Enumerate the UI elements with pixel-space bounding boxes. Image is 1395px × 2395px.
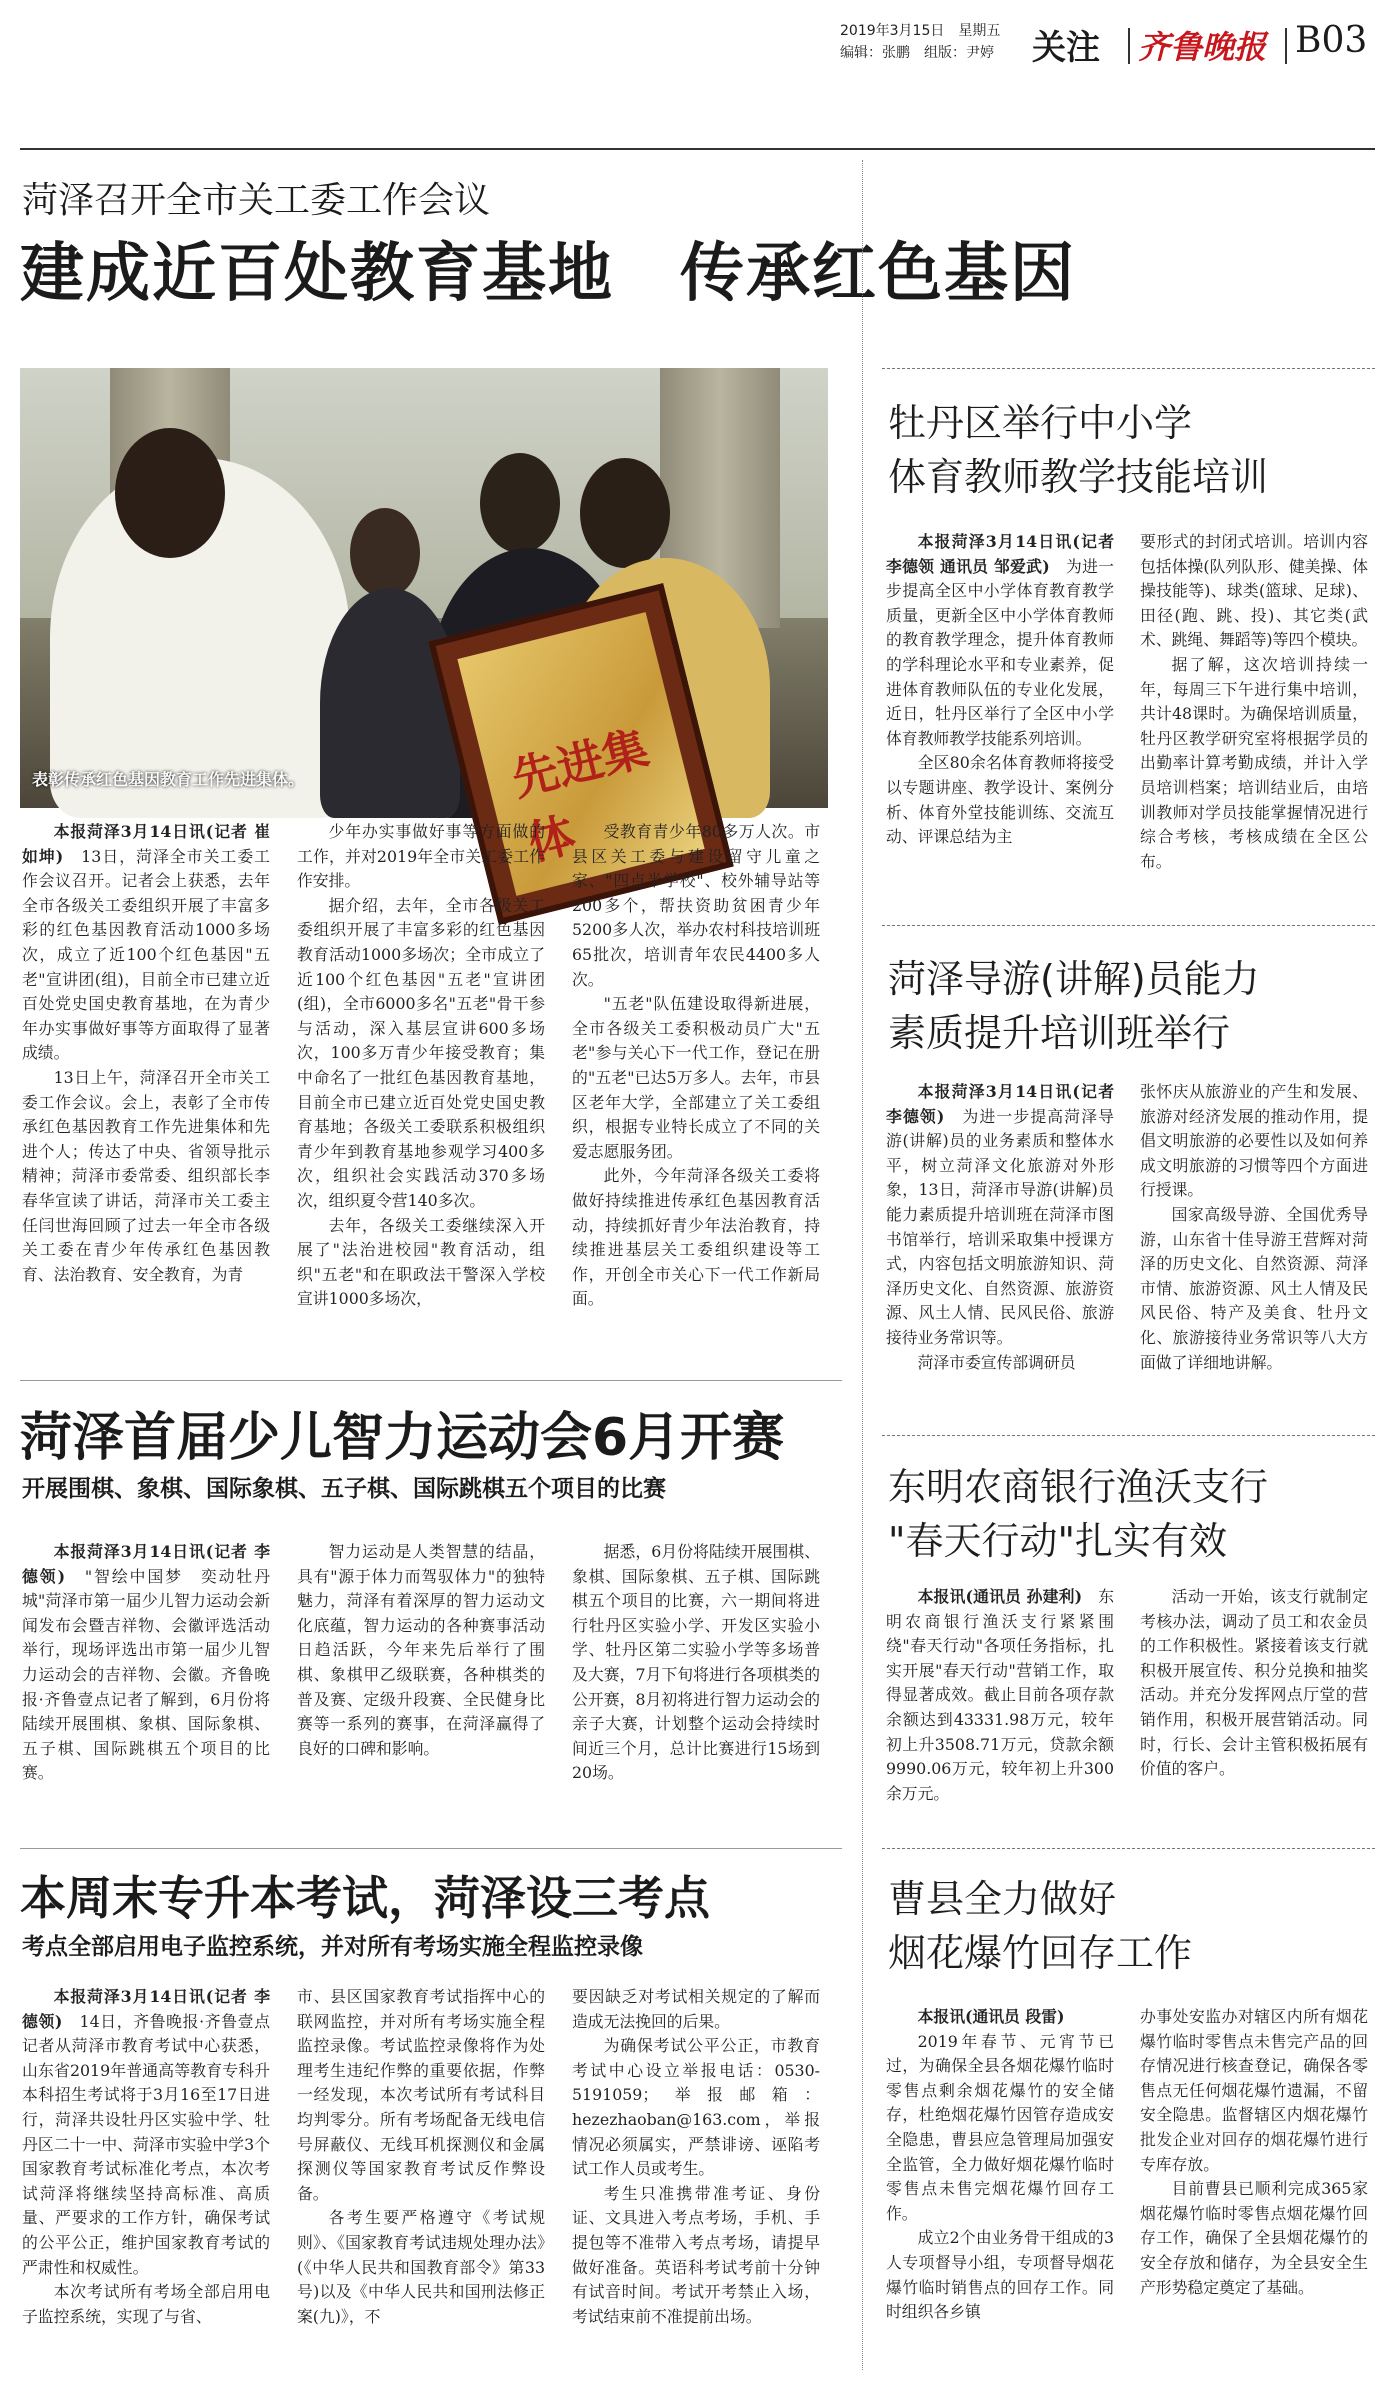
section-rule xyxy=(882,1848,1375,1849)
paragraph xyxy=(886,2226,1114,2324)
paragraph xyxy=(886,751,1114,849)
paragraph-text: 目前曹县已顺利完成365家烟花爆竹临时零售点烟花爆竹回存工作，确保了全县烟花爆竹的安全存放和储存，为全县安全生产形势稳定奠定了基础。 xyxy=(1140,2179,1368,2297)
newspaper-logo: 齐鲁晚报 xyxy=(1138,28,1267,66)
right2-title: 菏泽导游(讲解)员能力 素质提升培训班举行 xyxy=(888,957,1260,1055)
paragraph xyxy=(1140,1203,1368,1375)
mid-subheadline: 开展围棋、象棋、国际象棋、五子棋、国际跳棋五个项目的比赛 xyxy=(22,1476,666,1502)
paragraph xyxy=(1140,2005,1368,2177)
paragraph-text: 全区80余名体育教师将接受以专题讲座、教学设计、案例分析、体育外堂技能训练、交流互动、评课总结为主 xyxy=(886,753,1114,847)
paragraph xyxy=(297,1985,545,2206)
paragraph xyxy=(886,1585,1114,1806)
paragraph xyxy=(572,1985,820,2034)
paragraph xyxy=(572,820,820,992)
paragraph xyxy=(1140,653,1368,874)
right3-col-1 xyxy=(886,1585,1114,1806)
mid-col-2 xyxy=(297,1540,545,1761)
paragraph xyxy=(572,2034,820,2182)
paragraph-text: 菏泽市委宣传部调研员 xyxy=(917,1352,1076,1372)
bottom-headline: 本周末专升本考试，菏泽设三考点 xyxy=(20,1871,710,1925)
lead-col-3 xyxy=(572,820,820,1312)
paragraph xyxy=(297,894,545,1214)
section-rule xyxy=(882,1435,1375,1436)
dateline: 本报菏泽3月14日讯(记者 李德领) xyxy=(22,1987,270,2031)
section-rule xyxy=(882,368,1375,369)
paragraph-text: 少年办实事做好事等方面做的工作，并对2019年全市关工委工作作安排。 xyxy=(297,822,545,891)
paragraph xyxy=(297,1214,545,1312)
paragraph-text: 本次考试所有考场全部启用电子监控系统，实现了与省、 xyxy=(22,2282,270,2326)
header-divider-2 xyxy=(1285,28,1287,64)
paragraph-text: 14日，齐鲁晚报·齐鲁壹点记者从菏泽市教育考试中心获悉，山东省2019年普通高等教育专科升本科招生考试将于3月16至17日进行，菏泽共设牡丹区实验中学、牡丹区二十一中、菏泽市实验中学3个国家教育考试标准化考点，本次考试菏泽将继续坚持高标准、高质量、严要求的工作方针，确保考试的公平公正，维护国家教育考试的严肃性和权威性。 xyxy=(22,2011,270,2277)
paragraph xyxy=(886,2005,1114,2030)
bottom-col-1 xyxy=(22,1985,270,2329)
paragraph-text: 要形式的封闭式培训。培训内容包括体操(队列队形、健美操、体操技能等)、球类(篮球、足球)、田径(跑、跳、投)、其它类(武术、跳绳、舞蹈等)等四个模块。 xyxy=(1140,532,1368,650)
dateline: 本报讯(通讯员 孙建利) xyxy=(917,1587,1083,1606)
paragraph-text: 2019年春节、元宵节已过，为确保全县各烟花爆竹临时零售点剩余烟花爆竹的安全储存，杜绝烟花爆竹因管存造成安全隐患，曹县应急管理局加强安全监管，全力做好烟花爆竹临时零售点未售完烟花爆竹回存工作。 xyxy=(886,2031,1114,2223)
lead-kicker: 菏泽召开全市关工委工作会议 xyxy=(22,180,491,221)
issue-date: 2019年3月15日 星期五 xyxy=(840,23,1001,39)
paragraph-text: 各考生要严格遵守《考试规则》、《国家教育考试违规处理办法》(《中华人民共和国教育部令》第33号)以及《中华人民共和国刑法修正案(九)》，不 xyxy=(297,2208,545,2326)
paragraph-text: 据了解，这次培训持续一年，每周三下午进行集中培训，共计48课时。为确保培训质量，牡丹区教学研究室将根据学员的出勤率计算考勤成绩，并计入学员培训档案；培训结业后，由培训教师对学员技能掌握情况进行综合考核，考核成绩在全区公布。 xyxy=(1140,654,1368,871)
paragraph-text: 此外，今年菏泽各级关工委将做好持续推进传承红色基因教育活动，持续抓好青少年法治教育，持续推进基层关工委组织建设等工作，开创全市关心下一代工作新局面。 xyxy=(572,1166,820,1309)
mid-col-3 xyxy=(572,1540,820,1786)
bottom-subheadline: 考点全部启用电子监控系统，并对所有考场实施全程监控录像 xyxy=(22,1934,643,1960)
right1-col-1 xyxy=(886,530,1114,850)
lead-col-2 xyxy=(297,820,545,1312)
mid-headline: 菏泽首届少儿智力运动会6月开赛 xyxy=(20,1408,785,1468)
bottom-col-2 xyxy=(297,1985,545,2329)
paragraph-text: 为确保考试公平公正，市教育考试中心设立举报电话：0530-5191059；举报邮箱：hezezhaoban@163.com，举报情况必须属实，严禁诽谤、诬陷考试工作人员或考生。 xyxy=(572,2036,820,2179)
dateline: 本报菏泽3月14日讯(记者 崔如坤) xyxy=(22,822,270,866)
paragraph-text: 成立2个由业务骨干组成的3人专项督导小组，专项督导烟花爆竹临时销售点的回存工作。同时组织各乡镇 xyxy=(886,2228,1114,2322)
paragraph-text: 13日，菏泽全市关工委工作会议召开。记者会上获悉，去年全市各级关工委组织开展了丰富多彩的红色基因教育活动1000多场次，成立了近100个红色基因"五老"宣讲团(组)，目前全市已建立近百处党史国史教育基地，在为青少年办实事做好事等方面取得了显著成绩。 xyxy=(22,846,270,1063)
right2-col-1 xyxy=(886,1080,1114,1375)
paragraph xyxy=(572,1540,820,1786)
right1-title: 牡丹区举行中小学 体育教师教学技能培训 xyxy=(888,401,1269,499)
paragraph-text: 13日上午，菏泽召开全市关工委工作会议。会上，表彰了全市传承红色基因教育工作先进集体和先进个人；传达了中央、省领导批示精神；菏泽市委常委、组织部长李春华宣读了讲话，菏泽市关工委主任闫世海回顾了过去一年全市各级关工委在青少年传承红色基因教育、法治教育、安全教育，为青 xyxy=(22,1067,270,1284)
section-rule xyxy=(20,1380,842,1381)
paragraph-text: 据介绍，去年，全市各级关工委组织开展了丰富多彩的红色基因教育活动1000多场次；全市成立了近100个红色基因"五老"宣讲团(组)，全市6000多名"五老"骨干参与活动，深入基层宣讲600多场次，100多万青少年接受教育；集中命名了一批红色基因教育基地，目前全市已建立近百处党史国史教育基地；各级关工委联系积极组织青少年到教育基地参观学习400多次，组织社会实践活动370多场次，组织夏令营140多次。 xyxy=(297,895,545,1210)
paragraph xyxy=(1140,530,1368,653)
paragraph-text: 去年，各级关工委继续深入开展了"法治进校园"教育活动，组织"五老"和在职政法干警深入学校宣讲1000多场次， xyxy=(297,1215,545,1309)
paragraph-text: 张怀庆从旅游业的产生和发展、旅游对经济发展的推动作用，提倡文明旅游的必要性以及如何养成文明旅游的习惯等四个方面进行授课。 xyxy=(1140,1082,1368,1200)
paragraph xyxy=(572,1164,820,1312)
paragraph-text: 市、县区国家教育考试指挥中心的联网监控，并对所有考场实施全程监控录像。考试监控录像将作为处理考生违纪作弊的重要依据，作弊一经发现，本次考试所有考试科目均判零分。所有考场配备无线电信号屏蔽仪、无线耳机探测仪和金属探测仪等国家教育考试反作弊设备。 xyxy=(297,1987,545,2203)
paragraph xyxy=(22,820,270,1066)
paragraph-text: "智绘中国梦 奕动牡丹城"菏泽市第一届少儿智力运动会新闻发布会暨吉祥物、会徽评选活动举行，现场评选出市第一届少儿智力运动会的吉祥物、会徽。齐鲁晚报·齐鲁壹点记者了解到，6月份将陆续开展围棋、象棋、国际象棋、五子棋、国际跳棋五个项目的比赛。 xyxy=(22,1566,270,1783)
paragraph xyxy=(1140,2177,1368,2300)
section-rule xyxy=(882,925,1375,926)
paragraph xyxy=(1140,1585,1368,1782)
column-divider xyxy=(862,160,863,2370)
bottom-col-3 xyxy=(572,1985,820,2329)
paragraph xyxy=(886,1080,1114,1351)
paragraph-text: 办事处安监办对辖区内所有烟花爆竹临时零售点未售完产品的回存情况进行核查登记，确保各零售点无任何烟花爆竹遗漏，不留安全隐患。监督辖区内烟花爆竹批发企业对回存的烟花爆竹进行专库存放。 xyxy=(1140,2007,1368,2174)
paragraph xyxy=(886,530,1114,751)
paragraph xyxy=(1140,1080,1368,1203)
paragraph xyxy=(22,1066,270,1287)
right1-col-2 xyxy=(1140,530,1368,874)
paragraph xyxy=(22,2280,270,2329)
paragraph-text: 智力运动是人类智慧的结晶，具有"源于体力而驾驭体力"的独特魅力，菏泽有着深厚的智力运动文化底蕴，智力运动的各种赛事活动日趋活跃，今年来先后举行了围棋、象棋甲乙级联赛，各种棋类的普及赛、定级升段赛、全民健身比赛等一系列的赛事，在菏泽赢得了良好的口碑和影响。 xyxy=(297,1542,545,1758)
mid-col-1 xyxy=(22,1540,270,1786)
paragraph-text: "五老"队伍建设取得新进展，全市各级关工委积极动员广大"五老"参与关心下一代工作，登记在册的"五老"已达5万多人。去年，市县区老年大学，全部建立了关工委组织，根据专业特长成立了不同的关爱志愿服务团。 xyxy=(572,994,820,1161)
right3-title: 东明农商银行渔沃支行 "春天行动"扎实有效 xyxy=(888,1465,1269,1563)
right4-col-2 xyxy=(1140,2005,1368,2300)
section-rule xyxy=(20,1848,842,1849)
right2-col-2 xyxy=(1140,1080,1368,1375)
paragraph xyxy=(297,2206,545,2329)
paragraph-text: 据悉，6月份将陆续开展围棋、象棋、国际象棋、五子棋、国际跳棋五个项目的比赛，六一期间将进行牡丹区实验小学、开发区实验小学、牡丹区第二实验小学等多场普及大赛，7月下旬将进行各项棋类的公开赛，8月初将进行智力运动会的亲子大赛，计划整个运动会持续时间近三个月，总计比赛进行15场到20场。 xyxy=(572,1542,820,1783)
plaque-text: 先进集体 xyxy=(506,720,654,871)
section-name: 关注 xyxy=(1032,28,1100,68)
paragraph-text: 考生只准携带准考证、身份证、文具进入考点考场，手机、手提包等不准带入考点考场，请提早做好准备。英语科考试考前十分钟有试音时间。考试开考禁止入场，考试结束前不准提前出场。 xyxy=(572,2183,820,2326)
editors-line: 编辑：张鹏 组版：尹婷 xyxy=(840,45,994,61)
paragraph xyxy=(22,1985,270,2280)
paragraph-text: 为进一步提高全区中小学体育教育教学质量，更新全区中小学体育教师的教育教学理念，提升体育教师的学科理论水平和专业素养，促进体育教师队伍的专业化发展，近日，牡丹区举行了全区中小学体育教师教学技能系列培训。 xyxy=(886,556,1114,748)
page-number: B03 xyxy=(1295,20,1368,61)
paragraph xyxy=(22,1540,270,1786)
photo-caption: 表彰传承红色基因教育工作先进集体。 xyxy=(32,770,305,789)
right4-col-1 xyxy=(886,2005,1114,2325)
lead-headline: 建成近百处教育基地 传承红色基因 xyxy=(20,237,1076,311)
paragraph xyxy=(572,992,820,1164)
paragraph-text: 要因缺乏对考试相关规定的了解而造成无法挽回的后果。 xyxy=(572,1987,820,2031)
paragraph-text: 受教育青少年80多万人次。市县区关工委与建设留守儿童之家、"四点半学校"、校外辅导站等200多个，帮扶资助贫困青少年5200多人次，举办农村科技培训班65批次，培训青年农民4400多人次。 xyxy=(572,822,820,989)
lead-col-1 xyxy=(22,820,270,1287)
paragraph xyxy=(886,1351,1114,1376)
header-rule xyxy=(20,148,1375,150)
paragraph xyxy=(297,820,545,894)
paragraph-text: 国家高级导游、全国优秀导游，山东省十佳导游王营辉对菏泽的历史文化、自然资源、菏泽市情、旅游资源、风土人情及民风民俗、特产及美食、牡丹文化、旅游接待业务常识等八大方面做了详细地讲解。 xyxy=(1140,1204,1368,1372)
dateline: 本报讯(通讯员 段雷) xyxy=(917,2007,1065,2026)
paragraph xyxy=(886,2030,1114,2227)
paragraph-text: 为进一步提高菏泽导游(讲解)员的业务素质和整体水平，树立菏泽文化旅游对外形象，13日，菏泽市导游(讲解)员能力素质提升培训班在菏泽市图书馆举行，培训采取集中授课方式，内容包括文明旅游知识、菏泽历史文化、自然资源、旅游资源、风土人情、民风民俗、旅游接待业务常识等。 xyxy=(886,1106,1114,1347)
dateline: 本报菏泽3月14日讯(记者 李德领) xyxy=(886,1082,1114,1126)
paragraph xyxy=(572,2182,820,2330)
right3-col-2 xyxy=(1140,1585,1368,1782)
paragraph-text: 东明农商银行渔沃支行紧紧围绕"春天行动"各项任务指标，扎实开展"春天行动"营销工作，取得显著成效。截止目前各项存款余额达到43331.98万元，较年初上升3508.71万元，贷款余额9990.06万元，较年初上升300余万元。 xyxy=(886,1587,1114,1803)
paragraph xyxy=(297,1540,545,1761)
dateline: 本报菏泽3月14日讯(记者 李德领) xyxy=(22,1542,270,1586)
dateline: 本报菏泽3月14日讯(记者 李德领 通讯员 邹爱武) xyxy=(886,532,1114,576)
right4-title: 曹县全力做好 烟花爆竹回存工作 xyxy=(888,1877,1193,1975)
header-divider xyxy=(1128,28,1130,64)
paragraph-text: 活动一开始，该支行就制定考核办法，调动了员工和农金员的工作积极性。紧接着该支行就积极开展宣传、积分兑换和抽奖活动。并充分发挥网点厅堂的营销作用，积极开展营销活动。同时，行长、会计主管积极拓展有价值的客户。 xyxy=(1140,1587,1368,1779)
